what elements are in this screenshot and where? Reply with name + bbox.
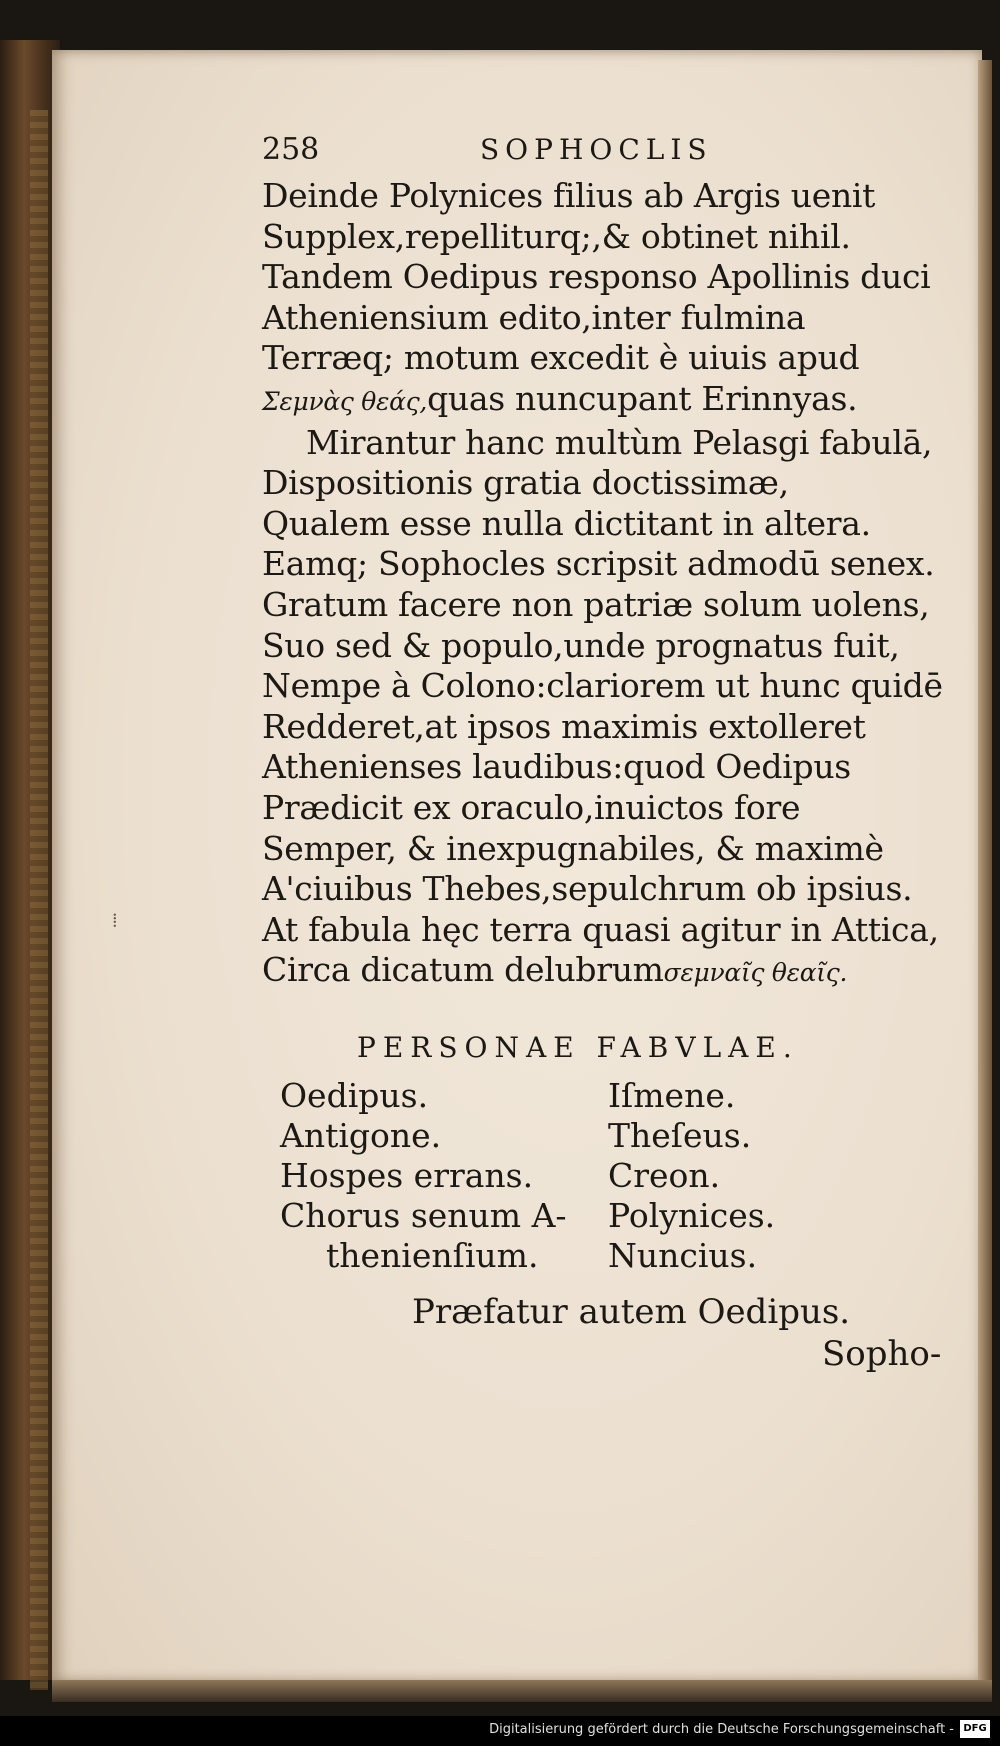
persona-left: Chorus senum A- [280, 1195, 567, 1235]
page-bottom-edge [52, 1680, 992, 1702]
persona-right: Creon. [608, 1155, 721, 1195]
verse-line: Tandem Oedipus responso Apollinis duci [262, 257, 931, 297]
running-title: SOPHOCLIS [480, 133, 713, 166]
closing-line: Præfatur autem Oedipus. [412, 1291, 851, 1332]
page-number: 258 [262, 132, 320, 167]
catchword: Sopho- [822, 1333, 942, 1374]
page-header [262, 132, 962, 176]
verse-line-greek [262, 950, 962, 994]
verse-line: Atheniensium edito,inter fulmina [262, 297, 806, 337]
verse-line-greek [262, 379, 962, 423]
verse-line: Suo sed & populo,unde prognatus fuit, [262, 625, 900, 665]
page-edge [978, 60, 992, 1680]
persona-right: Nuncius. [608, 1235, 758, 1275]
verse-line: Mirantur hanc multùm Pelasgi fabulā, [306, 422, 933, 462]
verse-line: Deinde Polynices filius ab Argis uenit [262, 176, 876, 215]
persona-right: Polynices. [608, 1195, 776, 1235]
verse-line: Nempe à Colono:clariorem ut hunc quidē [262, 666, 943, 706]
personae-list [280, 1076, 962, 1276]
persona-right: Theſeus. [608, 1115, 752, 1155]
persona-left: Hospes errans. [280, 1155, 534, 1195]
dfg-logo: DFG [960, 1720, 990, 1738]
verse-line: Athenienses laudibus:quod Oedipus [262, 747, 851, 787]
verse-line: Gratum facere non patriæ solum uolens, [262, 584, 930, 624]
verse-line: At fabula hęc terra quasi agitur in Attica, [262, 909, 939, 949]
digitization-credit: Digitalisierung gefördert durch die Deutsche Forschungsgemeinschaft - [489, 1722, 954, 1737]
verse-line: Supplex,repelliturq;,& obtinet nihil. [262, 216, 851, 256]
spine-binding [30, 110, 48, 1690]
page-text [262, 132, 962, 1374]
marginal-mark: ⁞ [112, 908, 118, 932]
greek-phrase: Σεμνὰς θεάς, [262, 386, 428, 416]
verse-line: Qualem esse nulla dictitant in altera. [262, 503, 871, 543]
verse-line: Eamq; Sophocles scripsit admodū senex. [262, 544, 935, 584]
verse-line: Redderet,at ipsos maximis extolleret [262, 706, 866, 746]
verse-line: Semper, & inexpugnabiles, & maximè [262, 828, 884, 868]
book-spine [0, 40, 60, 1680]
persona-left: Oedipus. [280, 1075, 429, 1115]
verse-line: Prædicit ex oraculo,inuictos fore [262, 787, 801, 827]
persona-left: thenienſium. [326, 1235, 539, 1275]
personae-heading: PERSONAE FABVLAE. [357, 1030, 799, 1064]
latin-phrase: quas nuncupant Erinnyas. [427, 378, 858, 418]
latin-phrase: Circa dicatum delubrum [262, 950, 664, 990]
greek-phrase: σεμναῖς θεαῖς. [663, 958, 848, 988]
verse-line: A'ciuibus Thebes,sepulchrum ob ipsius. [262, 869, 913, 909]
persona-right: Iſmene. [608, 1075, 736, 1115]
verse-line: Terræq; motum excedit è uiuis apud [262, 338, 860, 378]
verse-line: Dispositionis gratia doctissimæ, [262, 463, 789, 503]
persona-left: Antigone. [280, 1115, 442, 1155]
